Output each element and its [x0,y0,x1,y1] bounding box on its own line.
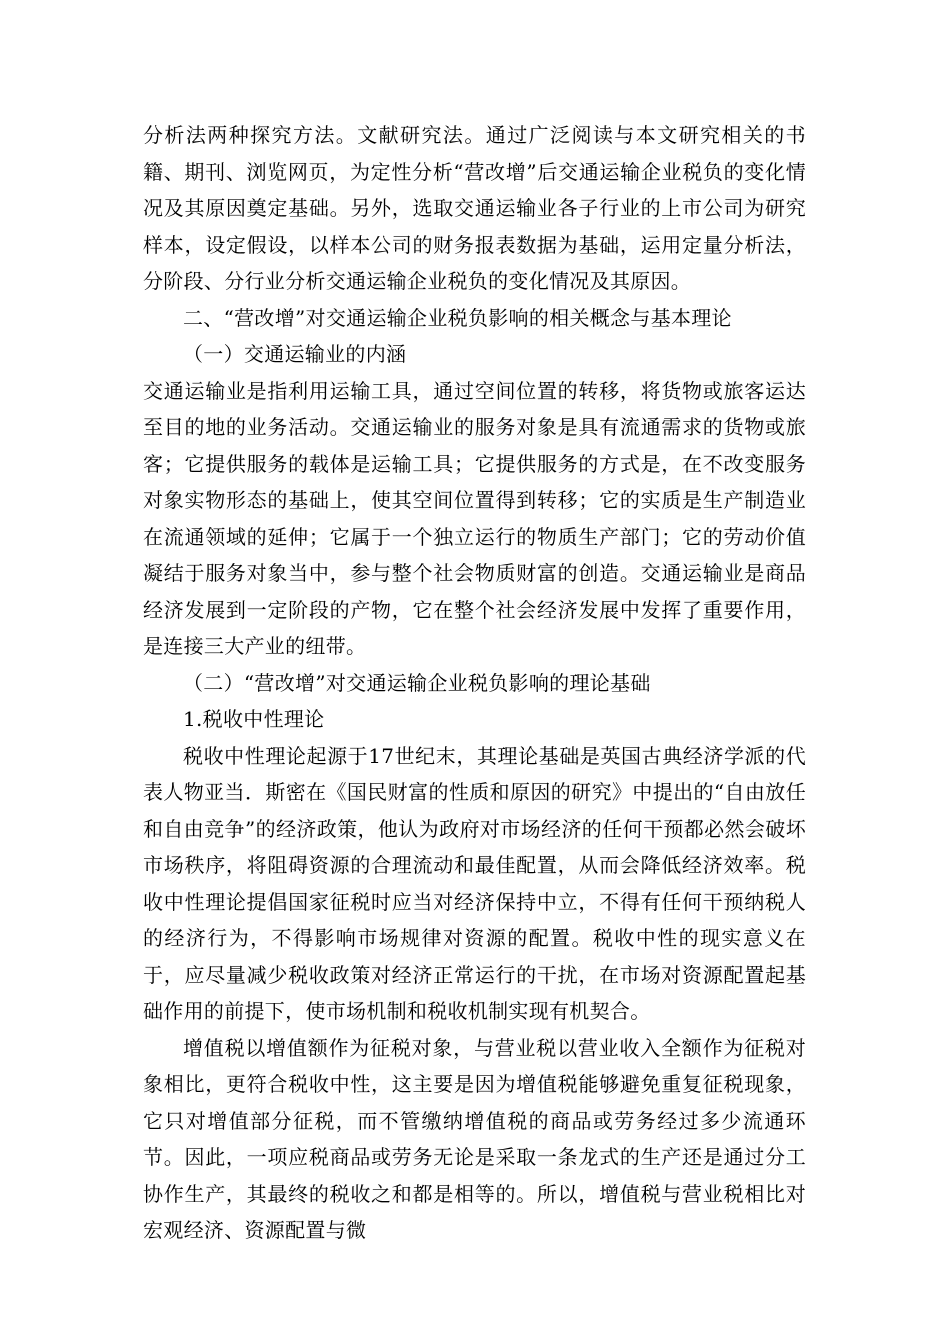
subsection-heading-transport: （一）交通运输业的内涵 [183,342,407,366]
paragraph-methods: 分析法两种探究方法。文献研究法。通过广泛阅读与本文研究相关的书籍、期刊、浏览网页，为定性分析“营改增”后交通运输企业税负的变化情况及其原因奠定基础。另外，选取交通运输业各子行业的上市公司为研究样本，设定假设，以样本公司的财务报表数据为基础，运用定量分析法，分阶段、分行业分析交通运输企业税负的变化情况及其原因。 [143,123,806,293]
paragraph-vat-comparison: 增值税以增值额作为征税对象，与营业税以营业收入全额作为征税对象相比，更符合税收中性，这主要是因为增值税能够避免重复征税现象，它只对增值部分征税，而不管缴纳增值税的商品或劳务经过多少流通环节。因此，一项应税商品或劳务无论是采取一条龙式的生产还是通过分工协作生产，其最终的税收之和都是相等的。所以，增值税与营业税相比对宏观经济、资源配置与微 [143,1035,806,1242]
subsubsection-heading-tax-neutrality: 1.税收中性理论 [183,707,325,731]
page-body [143,117,806,1249]
subsection-heading-theory: （二）“营改增”对交通运输企业税负影响的理论基础 [183,670,651,695]
paragraph-transport-definition: 交通运输业是指利用运输工具，通过空间位置的转移，将货物或旅客运达至目的地的业务活动。交通运输业的服务对象是具有流通需求的货物或旅客；它提供服务的载体是运输工具；它提供服务的方式是，在不改变服务对象实物形态的基础上，使其空间位置得到转移；它的实质是生产制造业在流通领域的延伸；它属于一个独立运行的物质生产部门；它的劳动价值凝结于服务对象当中，参与整个社会物质财富的创造。交通运输业是商品经济发展到一定阶段的产物，它在整个社会经济发展中发挥了重要作用，是连接三大产业的纽带。 [143,378,806,658]
paragraph-tax-neutrality: 税收中性理论起源于17世纪末，其理论基础是英国古典经济学派的代表人物亚当．斯密在《国民财富的性质和原因的研究》中提出的“自由放任和自由竞争”的经济政策，他认为政府对市场经济的任何干预都必然会破坏市场秩序，将阻碍资源的合理流动和最佳配置，从而会降低经济效率。税收中性理论提倡国家征税时应当对经济保持中立，不得有任何干预纳税人的经济行为，不得影响市场规律对资源的配置。税收中性的现实意义在于，应尽量减少税收政策对经济正常运行的干扰，在市场对资源配置起基础作用的前提下，使市场机制和税收机制实现有机契合。 [143,743,806,1023]
section-heading: 二、“营改增”对交通运输企业税负影响的相关概念与基本理论 [183,305,732,330]
